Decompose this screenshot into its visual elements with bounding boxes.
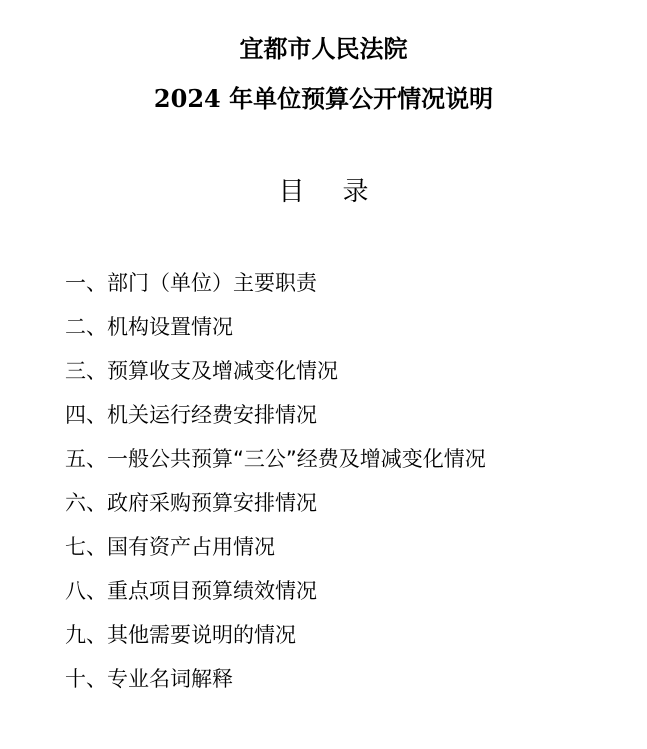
toc-item-text: 重点项目预算绩效情况 [107, 579, 317, 603]
toc-item-number: 五、 [65, 447, 107, 471]
toc-item-text: 部门（单位）主要职责 [107, 271, 317, 295]
toc-item-number: 七、 [65, 535, 107, 559]
toc-item-text: 国有资产占用情况 [107, 535, 275, 559]
toc-item-number: 二、 [65, 315, 107, 339]
toc-item-text: 专业名词解释 [107, 667, 233, 691]
toc-item-3 [65, 355, 486, 399]
toc-item-5 [65, 443, 486, 487]
toc-item-number: 八、 [65, 579, 107, 603]
toc-item-number: 十、 [65, 667, 107, 691]
toc-item-text: 政府采购预算安排情况 [107, 491, 317, 515]
toc-item-8 [65, 575, 486, 619]
toc-item-number: 四、 [65, 403, 107, 427]
toc-heading: 目录 [278, 177, 407, 207]
toc-item-6 [65, 487, 486, 531]
toc-item-number: 九、 [65, 623, 107, 647]
toc-item-number: 三、 [65, 359, 107, 383]
toc-item-text: 机关运行经费安排情况 [107, 403, 317, 427]
toc-item-4 [65, 399, 486, 443]
toc-item-2 [65, 311, 486, 355]
document-title: 2024 年单位预算公开情况说明 [153, 84, 494, 113]
table-of-contents [65, 267, 486, 707]
toc-item-9 [65, 619, 486, 663]
toc-item-text: 一般公共预算“三公”经费及增减变化情况 [107, 447, 486, 471]
toc-item-text: 其他需要说明的情况 [107, 623, 296, 647]
toc-item-text: 机构设置情况 [107, 315, 233, 339]
toc-item-text: 预算收支及增减变化情况 [107, 359, 338, 383]
document-title-org: 宜都市人民法院 [239, 34, 408, 63]
toc-item-number: 六、 [65, 491, 107, 515]
toc-item-7 [65, 531, 486, 575]
toc-item-10 [65, 663, 486, 707]
toc-item-1 [65, 267, 486, 311]
toc-item-number: 一、 [65, 271, 107, 295]
